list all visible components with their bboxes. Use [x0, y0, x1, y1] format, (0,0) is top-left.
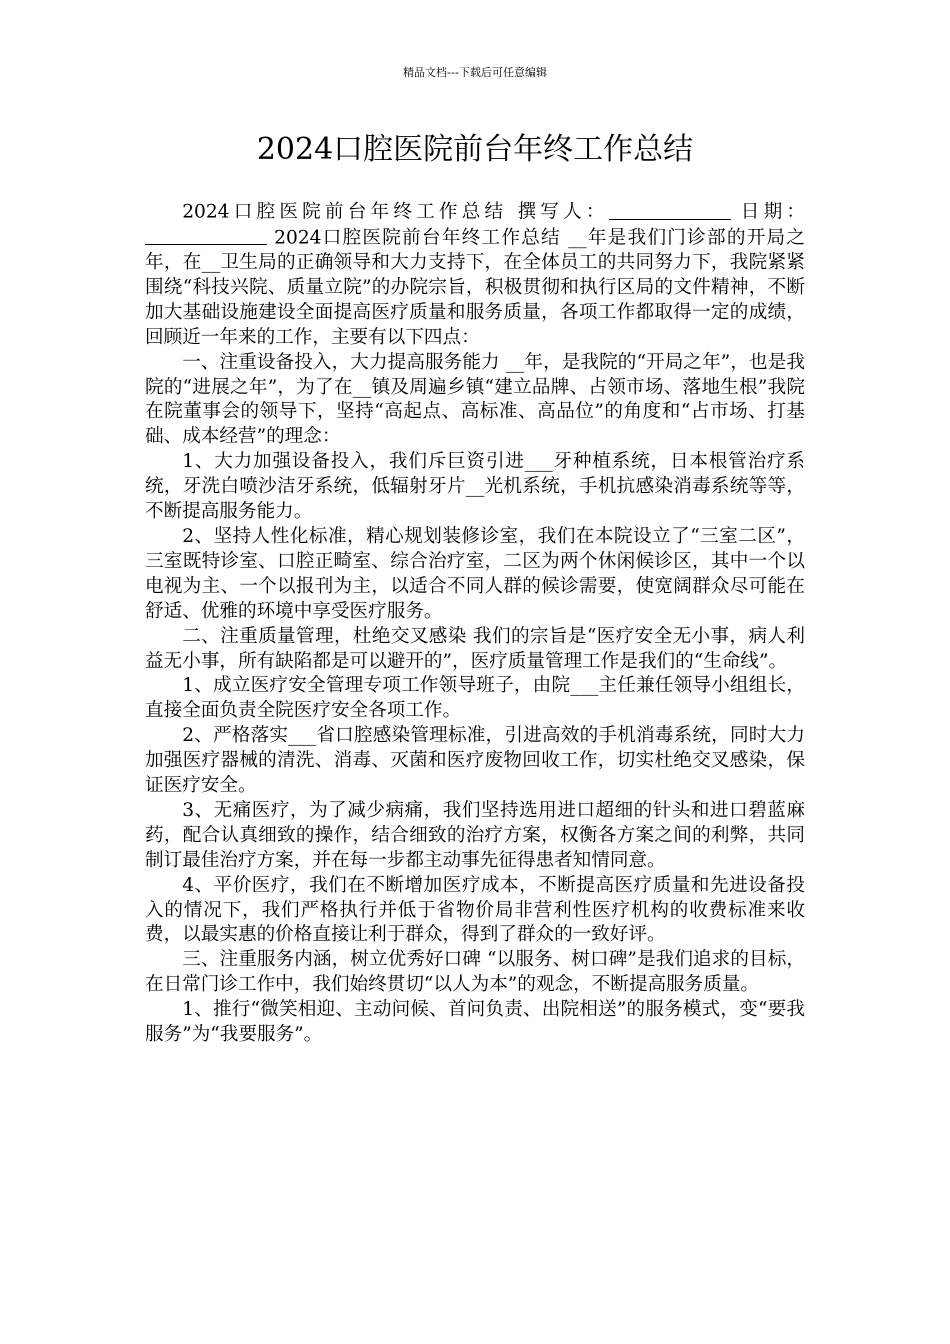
body-paragraph: 1、成立医疗安全管理专项工作领导班子，由院___主任兼任领导小组组长，直接全面负责全院医疗安全各项工作。 — [145, 675, 805, 722]
body-paragraph: 三、注重服务内涵，树立优秀好口碑 “以服务、树口碑”是我们追求的目标，在日常门诊工作中，我们始终贯切“以人为本”的观念，不断提高服务质量。 — [145, 949, 805, 996]
header-note: 精品文档---下载后可任意编辑 — [403, 66, 547, 79]
author-blank — [609, 200, 731, 220]
intro-text-date: 日期： — [730, 201, 805, 223]
body-paragraph: 4、平价医疗，我们在不断增加医疗成本，不断提高医疗质量和先进设备投入的情况下，我们严格执行并低于省物价局非营利性医疗机构的收费标准来收费，以最实惠的价格直接让利于群众，得到了群众的一致好评。 — [145, 874, 805, 946]
body-paragraph: 3、无痛医疗，为了减少病痛，我们坚持选用进口超细的针头和进口碧蓝麻药，配合认真细致的操作，结合细致的治疗方案，权衡各方案之间的利弊，共同制订最佳治疗方案，并在每一步都主动事先征得患者知情同意。 — [145, 799, 805, 871]
intro-paragraph — [145, 200, 805, 351]
body-paragraph: 一、注重设备投入，大力提高服务能力 __年，是我院的“开局之年”，也是我院的“进展之年”，为了在__镇及周遍乡镇“建立品牌、占领市场、落地生根”我院在院董事会的领导下，坚持“高起点、高标准、高品位”的角度和“占市场、打基础、成本经营”的理念： — [145, 351, 805, 448]
intro-text-body: 2024口腔医院前台年终工作总结 __年是我们门诊部的开局之年，在__卫生局的正确领导和大力支持下，在全体员工的共同努力下，我院紧紧围绕“科技兴院、质量立院”的办院宗旨，积极贯彻和执行区局的文件精神，不断加大基础设施建设全面提高医疗质量和服务质量，各项工作都取得一定的成绩，回顾近一年来的工作，主要有以下四点： — [145, 227, 805, 348]
body-paragraph: 2、坚持人性化标准，精心规划装修诊室，我们在本院设立了“三室二区”，三室既特诊室、口腔正畸室、综合治疗室，二区为两个休闲候诊区，其中一个以电视为主、一个以报刊为主，以适合不同人群的候诊需要，使宽阔群众尽可能在舒适、优雅的环境中享受医疗服务。 — [145, 525, 805, 622]
body-paragraph: 二、注重质量管理，杜绝交叉感染 我们的宗旨是“医疗安全无小事，病人利益无小事，所有缺陷都是可以避开的”，医疗质量管理工作是我们的“生命线”。 — [145, 625, 805, 672]
body-paragraph: 2、严格落实___省口腔感染管理标准，引进高效的手机消毒系统，同时大力加强医疗器械的清洗、消毒、灭菌和医疗废物回收工作，切实杜绝交叉感染，保证医疗安全。 — [145, 725, 805, 797]
document-title: 2024口腔医院前台年终工作总结 — [256, 132, 694, 167]
date-blank — [145, 226, 267, 246]
body-paragraph: 1、推行“微笑相迎、主动问候、首问负责、出院相送”的服务模式，变“要我服务”为“我要服务”。 — [145, 999, 805, 1046]
body-paragraph: 1、大力加强设备投入，我们斥巨资引进___牙种植系统，日本根管治疗系统，牙洗白喷沙洁牙系统，低辐射牙片__光机系统，手机抗感染消毒系统等等，不断提高服务能力。 — [145, 451, 805, 523]
intro-text-author: 2024口腔医院前台年终工作总结 撰写人： — [182, 201, 609, 223]
document-body — [145, 200, 805, 1048]
